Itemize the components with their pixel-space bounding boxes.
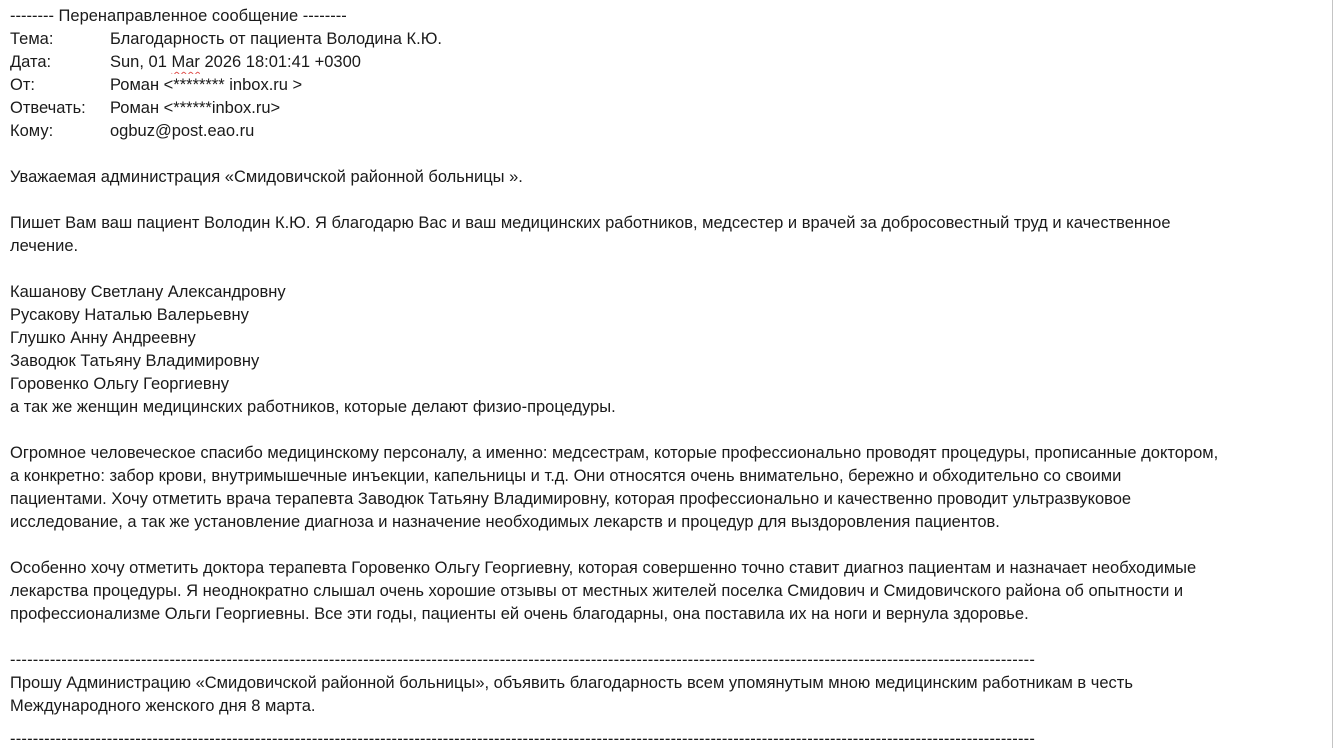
paragraph-doctor-line: лекарства процедуры. Я неоднократно слышал очень хорошие отзывы от местных жителей поселка Смидович и Смидовичского района об опытности и	[10, 582, 1184, 600]
header-label-subject: Тема:	[10, 30, 54, 48]
paragraph-doctor-line: Особенно хочу отметить доктора терапевта Горовенко Ольгу Георгиевну, которая совершенно точно ставит диагноз пациентам и назначает необходимые	[10, 559, 1197, 577]
divider-line-bottom: ------------------------------------------------------------------------------------------------------------------------------------------------------------------------------------	[10, 730, 1036, 748]
spacer	[10, 718, 1315, 728]
paragraph-request-line: Международного женского дня 8 марта.	[10, 697, 316, 715]
names-list-item: Горовенко Ольгу Георгиевну	[10, 375, 230, 393]
names-list-item: Русакову Наталью Валерьевну	[10, 306, 249, 324]
divider-line: ------------------------------------------------------------------------------------------------------------------------------------------------------------------------------------	[10, 651, 1036, 669]
names-list-item: а так же женщин медицинских работников, которые делают физио-процедуры.	[10, 398, 616, 416]
header-value-to: ogbuz@post.eao.ru	[110, 122, 255, 140]
header-row-to	[10, 120, 1315, 143]
blank-line	[10, 534, 1315, 557]
header-value-date	[110, 51, 1315, 74]
header-value-reply-to: Роман <******inbox.ru>	[110, 99, 281, 117]
header-row-reply-to	[10, 97, 1315, 120]
blank-line	[10, 419, 1315, 442]
header-row-from	[10, 74, 1315, 97]
names-list-item: Глушко Анну Андреевну	[10, 329, 196, 347]
paragraph-doctor-line: профессионализме Ольги Георгиевны. Все эти годы, пациенты ей очень благодарны, она поставила их на ноги и вернула здоровье.	[10, 605, 1029, 623]
greeting-line: Уважаемая администрация «Смидовичской районной больницы ».	[10, 168, 523, 186]
date-suffix: 2026 18:01:41 +0300	[199, 53, 361, 71]
forwarded-message-banner: -------- Перенаправленное сообщение --------	[10, 7, 347, 25]
names-list-item: Заводюк Татьяну Владимировну	[10, 352, 260, 370]
header-row-subject	[10, 28, 1315, 51]
header-label-to: Кому:	[10, 122, 54, 140]
header-value-subject: Благодарность от пациента Володина К.Ю.	[110, 30, 442, 48]
paragraph-thanks-line: исследование, а так же установление диагноза и назначение необходимых лекарств и процедур для выздоровления пациентов.	[10, 513, 1000, 531]
paragraph-request-line: Прошу Администрацию «Смидовичской районной больницы», объявить благодарность всем упомянутым мною медицинским работникам в честь	[10, 674, 1133, 692]
blank-line	[10, 258, 1315, 281]
names-list-item: Кашанову Светлану Александровну	[10, 283, 286, 301]
paragraph-thanks-line: а конкретно: забор крови, внутримышечные инъекции, капельницы и т.д. Они относятся очень внимательно, бережно и обходительно со своими	[10, 467, 1122, 485]
date-spellcheck-word: Mar	[171, 53, 200, 71]
header-label-from: От:	[10, 76, 35, 94]
paragraph-intro-line: лечение.	[10, 237, 79, 255]
header-label-date: Дата:	[10, 53, 52, 71]
paragraph-intro-line: Пишет Вам ваш пациент Володин К.Ю. Я благодарю Вас и ваш медицинских работников, медсестер и врачей за добросовестный труд и качественное	[10, 214, 1171, 232]
window-border-right	[1332, 0, 1333, 748]
paragraph-thanks-line: Огромное человеческое спасибо медицинскому персоналу, а именно: медсестрам, которые профессионально проводят процедуры, прописанные доктором,	[10, 444, 1219, 462]
blank-line	[10, 143, 1315, 166]
header-row-date	[10, 51, 1315, 74]
header-label-reply-to: Отвечать:	[10, 99, 86, 117]
paragraph-thanks-line: пациентами. Хочу отметить врача терапевта Заводюк Татьяну Владимировну, которая профессионально и качественно проводит ультразвуковое	[10, 490, 1132, 508]
header-value-from: Роман <******** inbox.ru >	[110, 76, 303, 94]
blank-line	[10, 189, 1315, 212]
date-prefix: Sun, 01	[110, 53, 172, 71]
blank-line	[10, 626, 1315, 649]
